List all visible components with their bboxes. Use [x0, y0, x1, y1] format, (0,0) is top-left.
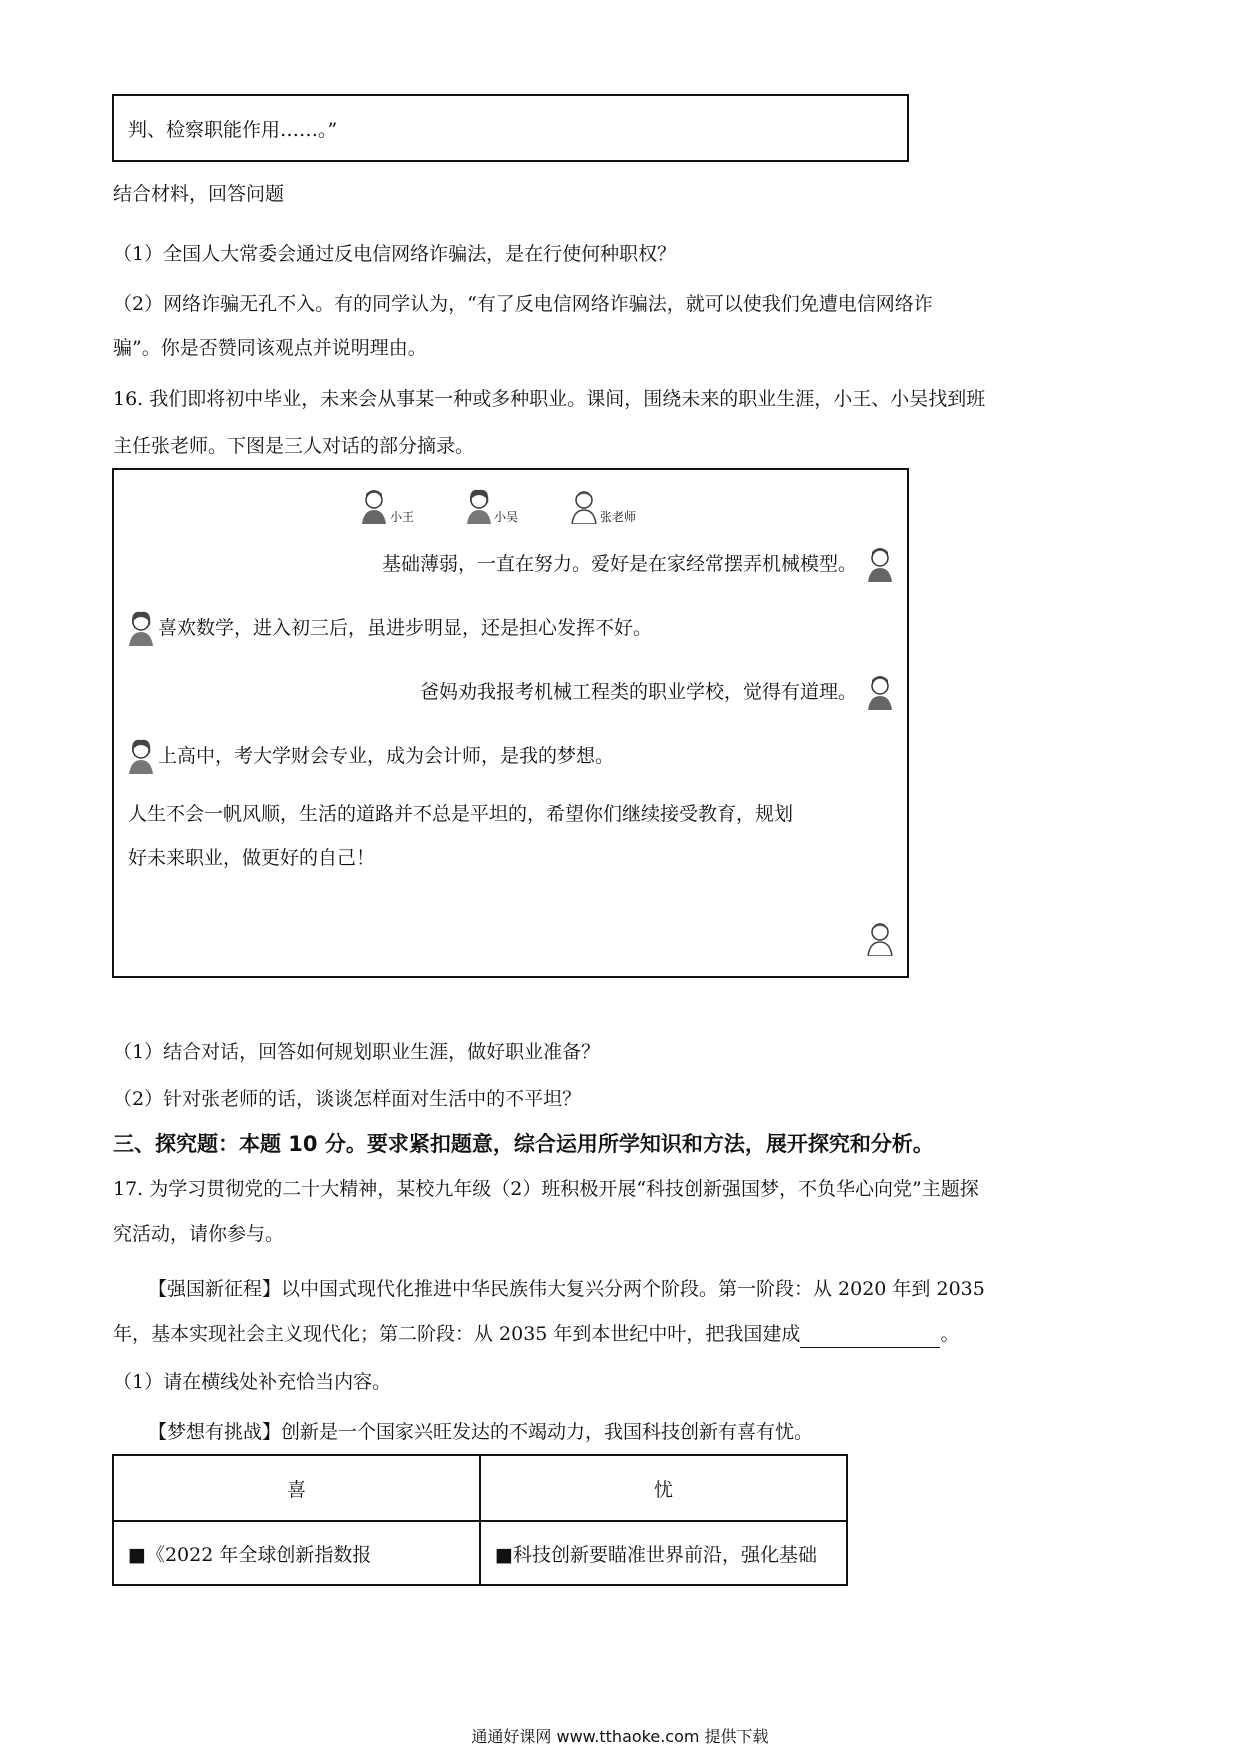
q15-sub2-line2: 骗”。你是否赞同该观点并说明理由。 [113, 337, 427, 359]
avatar-xiaowu-icon [464, 488, 494, 524]
legend-xiaowang: 小王 [390, 510, 415, 524]
table-cell-joy-1: ■《2022 年全球创新指数报 [113, 1521, 480, 1585]
legend-teacher-zhang: 张老师 [600, 510, 637, 524]
dialogue-xiaowang-2: 爸妈劝我报考机械工程类的职业学校，觉得有道理。 [419, 681, 857, 703]
q16-sub2: （2）针对张老师的话，谈谈怎样面对生活中的不平坦？ [113, 1088, 582, 1110]
q17-stem-line1: 17. 为学习贯彻党的二十大精神，某校九年级（2）班积极开展“科技创新强国梦，不负华心向党”主题探 [113, 1178, 979, 1200]
avatar-teacher-zhang-icon [569, 488, 599, 524]
legend-xiaowu: 小吴 [494, 510, 519, 524]
speaker-teacher-zhang-icon [865, 920, 895, 956]
material-text: 判、检察职能作用……。” [128, 119, 338, 141]
q15-sub1: （1）全国人大常委会通过反电信网络诈骗法，是在行使何种职权？ [113, 243, 677, 265]
q15-intro: 结合材料，回答问题 [113, 183, 285, 205]
dialogue-xiaowu-1: 喜欢数学，进入初三后，虽进步明显，还是担心发挥不好。 [158, 617, 653, 639]
dialogue-xiaowang-1: 基础薄弱，一直在努力。爱好是在家经常摆弄机械模型。 [381, 553, 857, 575]
q16-stem-line2: 主任张老师。下图是三人对话的部分摘录。 [113, 435, 475, 457]
q17-para1-line2-text: 年，基本实现社会主义现代化；第二阶段：从 2035 年到本世纪中叶，把我国建成 [113, 1323, 801, 1345]
dialogue-xiaowu-2: 上高中，考大学财会专业，成为会计师，是我的梦想。 [158, 745, 615, 767]
table-header-joy: 喜 [113, 1455, 480, 1521]
fill-in-blank[interactable] [800, 1327, 940, 1348]
dialogue-teacher-line2: 好未来职业，做更好的自己！ [128, 847, 376, 869]
avatar-xiaowang-icon [359, 488, 389, 524]
q17-sub1: （1）请在横线处补充恰当内容。 [113, 1371, 392, 1393]
speaker-xiaowang-icon [865, 546, 895, 582]
dialogue-teacher-line1: 人生不会一帆风顺，生活的道路并不总是平坦的，希望你们继续接受教育，规划 [128, 803, 794, 825]
q17-para2: 【梦想有挑战】创新是一个国家兴旺发达的不竭动力，我国科技创新有喜有忧。 [148, 1421, 814, 1443]
speaker-xiaowu-icon [126, 610, 156, 646]
q16-stem-line1: 16. 我们即将初中毕业，未来会从事某一种或多种职业。课间，围绕未来的职业生涯，小王、小吴找到班 [113, 388, 986, 410]
table-cell-worry-1: ■科技创新要瞄准世界前沿，强化基础 [480, 1521, 847, 1585]
table-header-worry: 忧 [480, 1455, 847, 1521]
page-footer: 通通好课网 www.tthaoke.com 提供下载 [471, 1727, 769, 1746]
joy-worry-table [112, 1454, 848, 1586]
q17-para1-end: 。 [940, 1323, 960, 1345]
q17-stem-line2: 究活动，请你参与。 [113, 1223, 285, 1245]
q17-para1-line2 [113, 1320, 959, 1348]
q17-para1-line1: 【强国新征程】以中国式现代化推进中华民族伟大复兴分两个阶段。第一阶段：从 2020 年到 2035 [148, 1278, 985, 1300]
dialogue-box [112, 468, 909, 978]
section3-heading: 三、探究题：本题 10 分。要求紧扣题意，综合运用所学知识和方法，展开探究和分析。 [113, 1132, 934, 1156]
q15-sub2-line1: （2）网络诈骗无孔不入。有的同学认为，“有了反电信网络诈骗法，就可以使我们免遭电信网络诈 [113, 293, 933, 315]
material-box [112, 94, 909, 162]
speaker-xiaowang-icon [865, 674, 895, 710]
q16-sub1: （1）结合对话，回答如何规划职业生涯，做好职业准备？ [113, 1041, 601, 1063]
speaker-xiaowu-icon [126, 738, 156, 774]
